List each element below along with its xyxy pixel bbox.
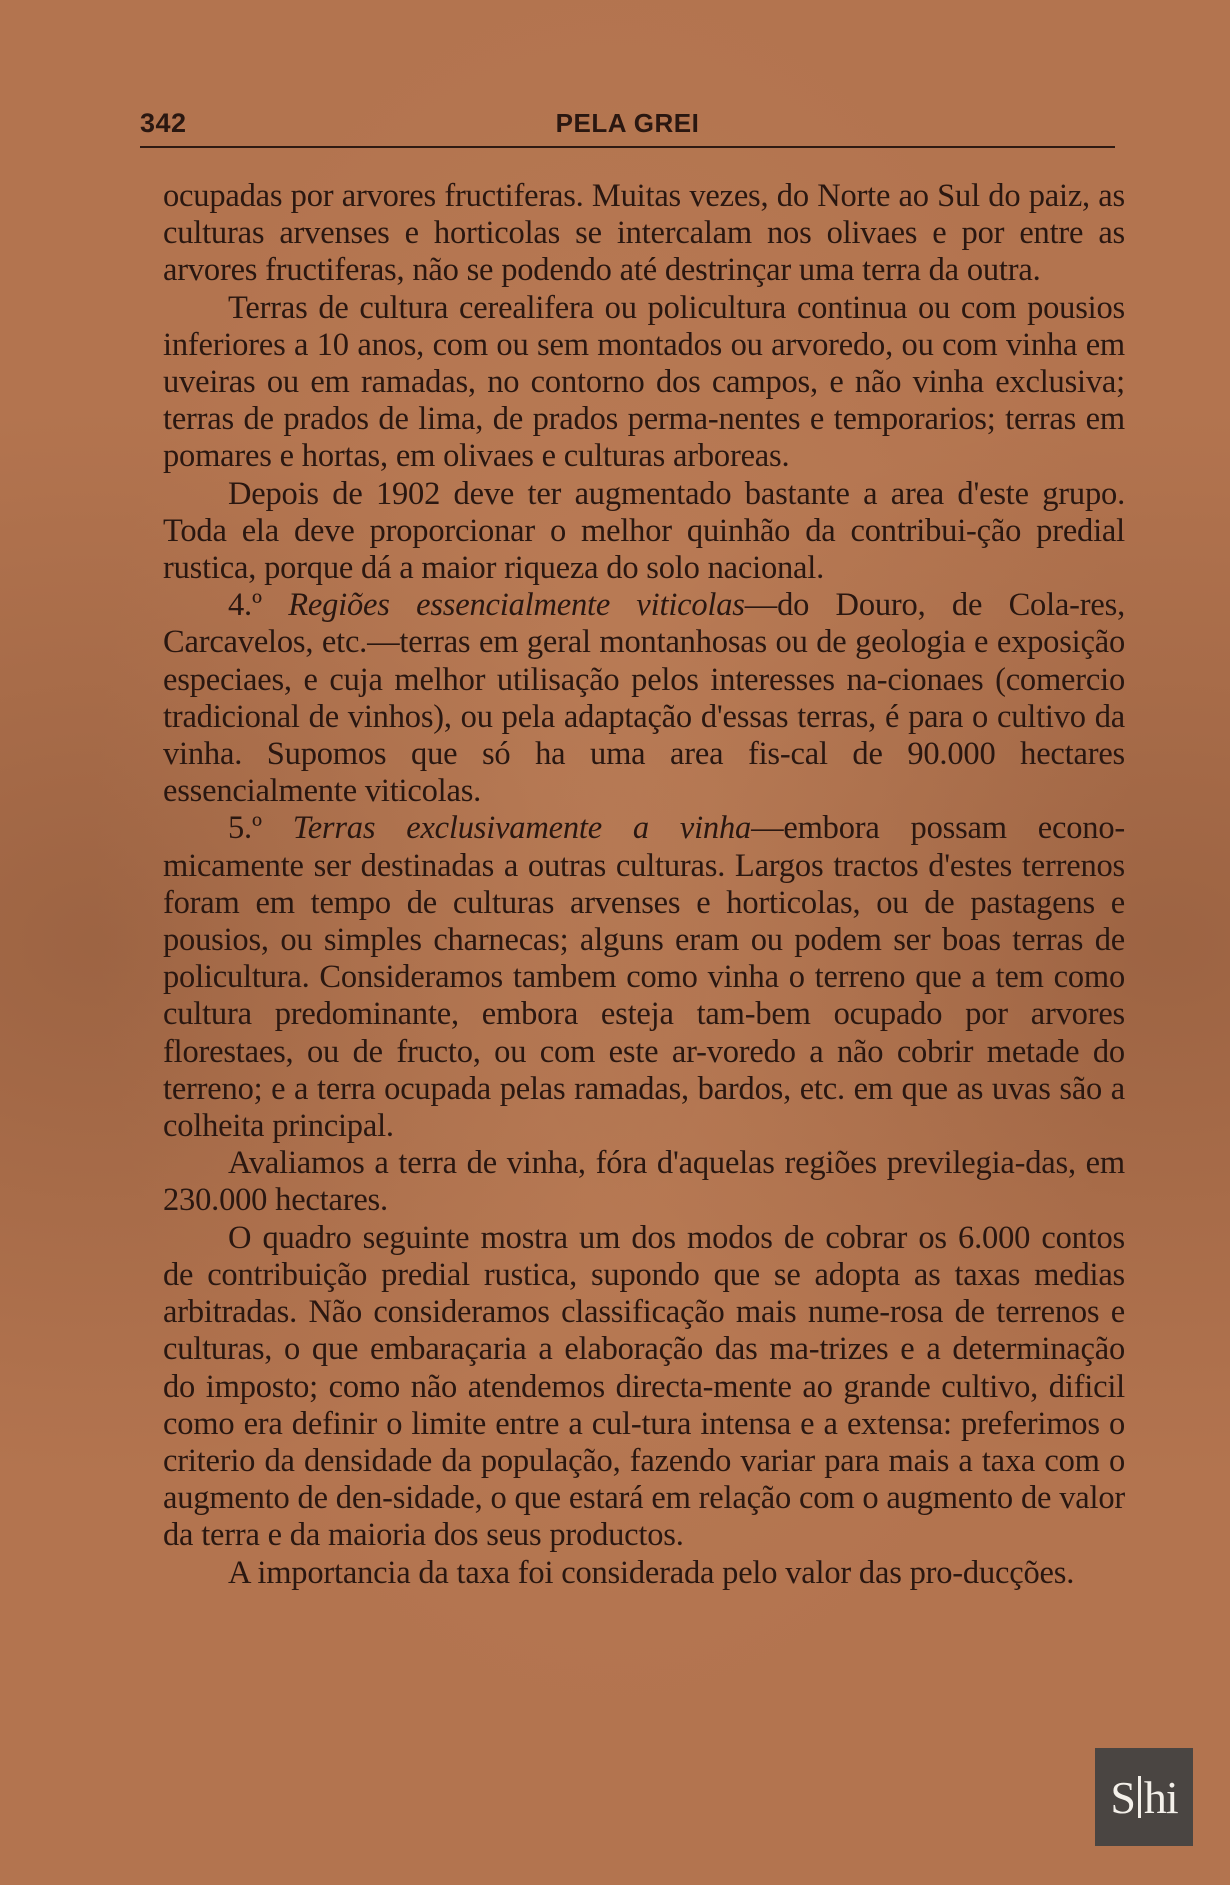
list-item-5 xyxy=(163,810,1125,1145)
paragraph: Depois de 1902 deve ter augmentado bastante a area d'este grupo. Toda ela deve proporcionar o melhor quinhão da contribui-ção predial rustica, porque dá a maior riqueza do solo nacional. xyxy=(163,475,1125,587)
item-number: 5.º xyxy=(228,810,262,847)
item-number: 4.º xyxy=(228,587,262,624)
library-logo xyxy=(1095,1748,1193,1846)
running-head: PELA GREI xyxy=(555,108,700,138)
body-text xyxy=(163,178,1125,1592)
item-title: Regiões essencialmente viticolas xyxy=(288,587,745,624)
list-item-4 xyxy=(163,587,1125,810)
logo-divider xyxy=(1138,1776,1141,1818)
paragraph: ocupadas por arvores fructiferas. Muitas vezes, do Norte ao Sul do paiz, as culturas arvenses e horticolas se intercalam nos olivaes e por entre as arvores fructiferas, não se podendo até destrinçar uma terra da outra. xyxy=(163,178,1125,289)
item-text: —embora possam econo-micamente ser destinadas a outras culturas. Largos tractos d'estes terrenos foram em tempo de culturas arvenses e horticolas, ou de pastagens e pousios, ou simples charnecas; alguns eram ou podem ser boas terras de policultura. Consideramos tambem como vinha o terreno que a tem como cultura predominante, embora esteja tam-bem ocupado por arvores florestaes, ou de fructo, ou com este ar-voredo a não cobrir metade do terreno; e a terra ocupada pelas ramadas, bardos, etc. em que as uvas são a colheita principal. xyxy=(163,810,1125,1145)
paragraph: A importancia da taxa foi considerada pelo valor das pro-ducções. xyxy=(228,1554,1075,1591)
paragraph: Terras de cultura cerealifera ou policultura continua ou com pousios inferiores a 10 anos, com ou sem montados ou arvoredo, ou com vinha em uveiras ou em ramadas, no contorno dos campos, e não vinha exclusiva; terras de prados de lima, de prados perma-nentes e temporarios; terras em pomares e hortas, em olivaes e culturas arboreas. xyxy=(163,289,1125,475)
page-header xyxy=(140,108,1115,148)
item-text: —do Douro, de Cola-res, Carcavelos, etc.—terras em geral montanhosas ou de geologia e exposição especiaes, e cuja melhor utilisação pelos interesses na-cionaes (comercio tradicional de vinhos), ou pela adaptação d'essas terras, é para o cultivo da vinha. Supomos que só ha uma area fis-cal de 90.000 hectares essencialmente viticolas. xyxy=(163,587,1125,810)
paragraph: O quadro seguinte mostra um dos modos de cobrar os 6.000 contos de contribuição predial rustica, supondo que se adopta as taxas medias arbitradas. Não consideramos classificação mais nume-rosa de terrenos e culturas, o que embaraçaria a elaboração das ma-trizes e a determinação do imposto; como não atendemos directa-mente ao grande cultivo, dificil como era definir o limite entre a cul-tura intensa e a extensa: preferimos o criterio da densidade da população, fazendo variar para mais a taxa com o augmento de den-sidade, o que estará em relação com o augmento de valor da terra e da maioria dos seus productos. xyxy=(163,1219,1125,1554)
page-number: 342 xyxy=(140,108,187,138)
paragraph: Avaliamos a terra de vinha, fóra d'aquelas regiões previlegia-das, em 230.000 hectares. xyxy=(163,1145,1125,1219)
item-title: Terras exclusivamente a vinha xyxy=(292,810,752,847)
logo-letter: S xyxy=(1110,1771,1135,1823)
logo-letters: hi xyxy=(1143,1771,1178,1823)
